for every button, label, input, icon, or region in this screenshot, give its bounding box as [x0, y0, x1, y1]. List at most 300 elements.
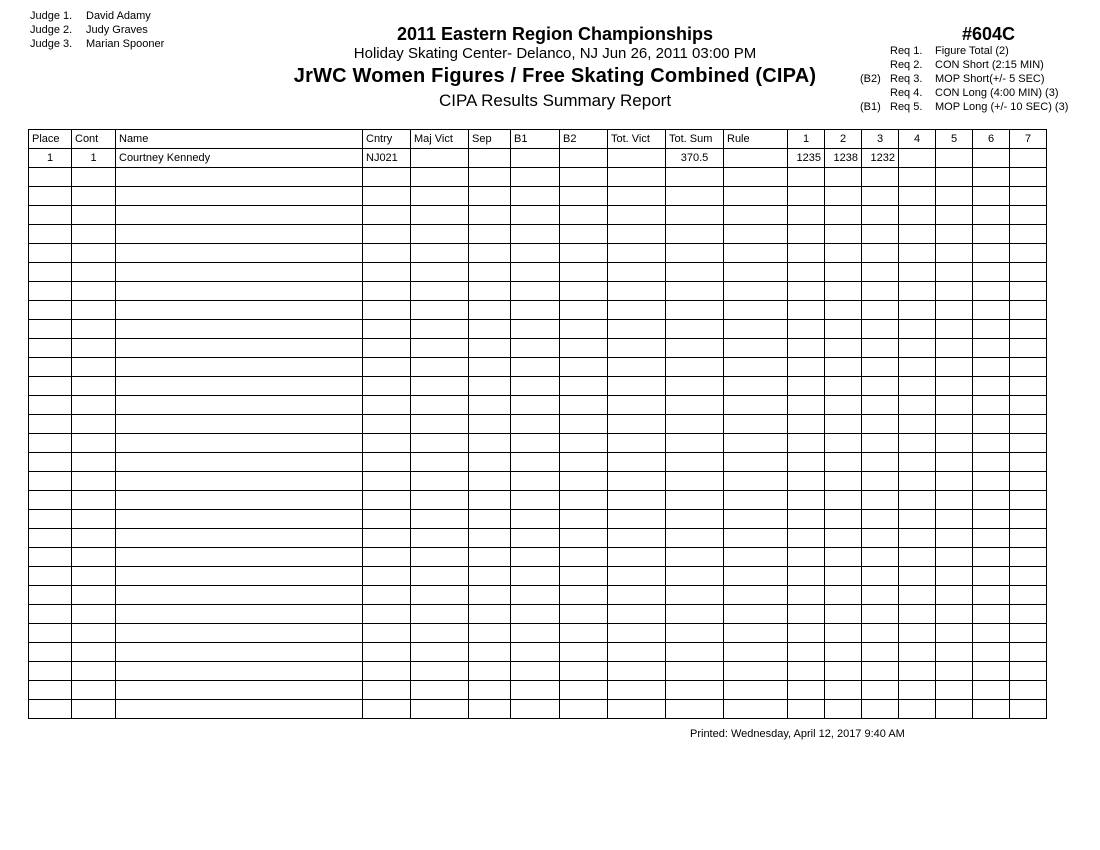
table-cell-empty: [666, 225, 724, 244]
table-row-empty: [29, 358, 1047, 377]
table-cell-empty: [511, 605, 560, 624]
table-cell-empty: [469, 358, 511, 377]
table-cell-empty: [116, 168, 363, 187]
table-cell-empty: [411, 396, 469, 415]
table-cell-empty: [862, 529, 899, 548]
table-cell-empty: [899, 206, 936, 225]
table-cell-empty: [511, 548, 560, 567]
table-cell-empty: [608, 567, 666, 586]
table-row-empty: [29, 586, 1047, 605]
table-cell-empty: [973, 434, 1010, 453]
table-cell-empty: [363, 491, 411, 510]
table-cell-empty: [1010, 567, 1047, 586]
table-cell-empty: [363, 187, 411, 206]
table-row-empty: [29, 548, 1047, 567]
table-cell-empty: [666, 510, 724, 529]
table-cell-empty: [825, 624, 862, 643]
table-cell-empty: [724, 320, 788, 339]
table-cell-empty: [608, 301, 666, 320]
table-cell-empty: [363, 700, 411, 719]
table-cell-empty: [363, 681, 411, 700]
table-cell-empty: [973, 396, 1010, 415]
table-cell-empty: [936, 681, 973, 700]
col-header-judge-2: 2: [825, 130, 862, 149]
table-cell-empty: [411, 225, 469, 244]
table-cell-empty: [666, 396, 724, 415]
table-cell-empty: [666, 643, 724, 662]
table-cell-empty: [724, 529, 788, 548]
judge-3: Judge 3. Marian Spooner: [30, 38, 165, 50]
table-cell-empty: [411, 301, 469, 320]
table-cell-empty: [116, 377, 363, 396]
table-cell-empty: [72, 548, 116, 567]
table-cell-empty: [363, 567, 411, 586]
venue-date: Holiday Skating Center- Delanco, NJ Jun 26, 2011 03:00 PM: [353, 45, 757, 62]
table-cell-empty: [469, 662, 511, 681]
judge-1: Judge 1. David Adamy: [30, 10, 151, 22]
col-header-judge-4: 4: [899, 130, 936, 149]
table-cell-empty: [29, 510, 72, 529]
table-cell-empty: [666, 624, 724, 643]
table-cell-empty: [116, 586, 363, 605]
col-header-judge-1: 1: [788, 130, 825, 149]
table-cell-empty: [116, 605, 363, 624]
table-cell-empty: [511, 434, 560, 453]
table-cell-empty: [363, 320, 411, 339]
table-cell-empty: [788, 605, 825, 624]
table-cell-empty: [411, 510, 469, 529]
table-cell-empty: [666, 681, 724, 700]
table-cell-empty: [862, 358, 899, 377]
table-cell-empty: [788, 263, 825, 282]
table-cell-empty: [666, 434, 724, 453]
table-cell-empty: [411, 187, 469, 206]
requirement-1: Req 1. Figure Total (2): [890, 45, 1009, 57]
table-cell-empty: [1010, 662, 1047, 681]
table-cell-empty: [511, 491, 560, 510]
table-cell-empty: [899, 282, 936, 301]
table-cell-empty: [363, 263, 411, 282]
table-cell-empty: [724, 681, 788, 700]
table-row-empty: [29, 225, 1047, 244]
table-cell-empty: [666, 358, 724, 377]
table-cell-empty: [116, 700, 363, 719]
table-cell-empty: [29, 548, 72, 567]
table-cell-empty: [560, 206, 608, 225]
table-row-empty: [29, 472, 1047, 491]
table-cell-empty: [608, 415, 666, 434]
table-cell-empty: [363, 624, 411, 643]
table-cell-empty: [411, 358, 469, 377]
table-cell-empty: [666, 605, 724, 624]
requirement-4: Req 4. CON Long (4:00 MIN) (3): [890, 87, 1059, 99]
table-cell-empty: [724, 415, 788, 434]
table-cell-empty: [862, 453, 899, 472]
table-cell-empty: [936, 396, 973, 415]
table-cell-empty: [825, 434, 862, 453]
table-cell-empty: [788, 643, 825, 662]
table-cell-empty: [1010, 358, 1047, 377]
col-header-name: Name: [116, 130, 363, 149]
table-cell-empty: [1010, 263, 1047, 282]
table-cell-empty: [116, 567, 363, 586]
table-cell-empty: [511, 643, 560, 662]
table-cell-empty: [116, 396, 363, 415]
table-cell-empty: [560, 282, 608, 301]
table-cell-empty: [72, 187, 116, 206]
table-cell-empty: [825, 168, 862, 187]
table-row-empty: [29, 244, 1047, 263]
table-cell-empty: [973, 377, 1010, 396]
col-header-judge-5: 5: [936, 130, 973, 149]
table-cell-empty: [469, 453, 511, 472]
table-row-empty: [29, 681, 1047, 700]
table-cell-empty: [899, 700, 936, 719]
table-row-empty: [29, 453, 1047, 472]
table-cell-empty: [29, 415, 72, 434]
table-cell-empty: [411, 624, 469, 643]
table-row-empty: [29, 491, 1047, 510]
table-cell-empty: [788, 396, 825, 415]
cell-judge-6: [973, 149, 1010, 168]
table-cell-empty: [29, 358, 72, 377]
table-cell-empty: [666, 453, 724, 472]
table-cell-empty: [825, 225, 862, 244]
col-header-judge-7: 7: [1010, 130, 1047, 149]
table-cell-empty: [899, 225, 936, 244]
table-cell-empty: [724, 396, 788, 415]
table-cell-empty: [608, 624, 666, 643]
table-row-empty: [29, 662, 1047, 681]
table-cell-empty: [666, 662, 724, 681]
table-cell-empty: [29, 282, 72, 301]
table-cell-empty: [511, 206, 560, 225]
table-cell-empty: [608, 358, 666, 377]
table-cell-empty: [469, 396, 511, 415]
table-cell-empty: [973, 662, 1010, 681]
table-cell-empty: [116, 244, 363, 263]
table-cell-empty: [724, 586, 788, 605]
results-table-body: [29, 149, 1047, 719]
table-cell-empty: [936, 605, 973, 624]
table-cell-empty: [899, 548, 936, 567]
table-row-empty: [29, 624, 1047, 643]
table-cell-empty: [511, 529, 560, 548]
table-cell-empty: [560, 586, 608, 605]
table-cell-empty: [666, 415, 724, 434]
table-row-empty: [29, 263, 1047, 282]
table-cell-empty: [560, 700, 608, 719]
judge-2: Judge 2. Judy Graves: [30, 24, 148, 36]
table-cell-empty: [411, 453, 469, 472]
table-cell-empty: [560, 225, 608, 244]
table-cell-empty: [29, 700, 72, 719]
table-cell-empty: [511, 396, 560, 415]
cell-judge-7: [1010, 149, 1047, 168]
table-cell-empty: [973, 320, 1010, 339]
table-cell-empty: [825, 472, 862, 491]
cell-cont: 1: [72, 149, 116, 168]
table-cell-empty: [936, 358, 973, 377]
table-cell-empty: [363, 358, 411, 377]
table-cell-empty: [862, 377, 899, 396]
table-cell-empty: [608, 453, 666, 472]
table-cell-empty: [936, 244, 973, 263]
col-header-cont: Cont: [72, 130, 116, 149]
table-cell-empty: [862, 244, 899, 263]
table-cell-empty: [363, 396, 411, 415]
table-row-empty: [29, 396, 1047, 415]
cell-place: 1: [29, 149, 72, 168]
table-cell-empty: [469, 434, 511, 453]
table-cell-empty: [666, 586, 724, 605]
table-cell-empty: [469, 339, 511, 358]
table-cell-empty: [363, 225, 411, 244]
table-cell-empty: [973, 491, 1010, 510]
table-cell-empty: [560, 168, 608, 187]
table-cell-empty: [788, 168, 825, 187]
table-cell-empty: [788, 681, 825, 700]
table-cell-empty: [724, 700, 788, 719]
table-cell-empty: [899, 586, 936, 605]
event-title: JrWC Women Figures / Free Skating Combined (CIPA): [293, 65, 817, 87]
table-cell-empty: [973, 700, 1010, 719]
table-cell-empty: [29, 662, 72, 681]
table-cell-empty: [511, 339, 560, 358]
cell-judge-1: 1235: [788, 149, 825, 168]
table-cell-empty: [72, 244, 116, 263]
table-cell-empty: [469, 586, 511, 605]
table-cell-empty: [560, 453, 608, 472]
table-cell-empty: [29, 643, 72, 662]
table-cell-empty: [973, 244, 1010, 263]
table-cell-empty: [666, 206, 724, 225]
table-cell-empty: [973, 643, 1010, 662]
table-cell-empty: [899, 339, 936, 358]
table-cell-empty: [469, 700, 511, 719]
table-cell-empty: [899, 263, 936, 282]
table-cell-empty: [608, 206, 666, 225]
table-cell-empty: [724, 187, 788, 206]
table-cell-empty: [29, 491, 72, 510]
table-cell-empty: [899, 168, 936, 187]
table-cell-empty: [469, 187, 511, 206]
table-cell-empty: [788, 491, 825, 510]
table-cell-empty: [899, 396, 936, 415]
table-cell-empty: [1010, 472, 1047, 491]
table-cell-empty: [936, 453, 973, 472]
cell-cntry: NJ021: [363, 149, 411, 168]
table-cell-empty: [608, 491, 666, 510]
table-cell-empty: [560, 434, 608, 453]
table-cell-empty: [469, 643, 511, 662]
table-cell-empty: [608, 529, 666, 548]
table-cell-empty: [788, 548, 825, 567]
judges-list: [30, 9, 164, 51]
table-cell-empty: [862, 339, 899, 358]
table-cell-empty: [936, 320, 973, 339]
table-cell-empty: [469, 377, 511, 396]
table-cell-empty: [411, 643, 469, 662]
table-cell-empty: [862, 662, 899, 681]
table-cell-empty: [411, 662, 469, 681]
table-row-empty: [29, 187, 1047, 206]
table-cell-empty: [72, 529, 116, 548]
table-cell-empty: [666, 168, 724, 187]
col-header-maj-vict: Maj Vict: [411, 130, 469, 149]
table-cell-empty: [936, 662, 973, 681]
table-cell-empty: [469, 168, 511, 187]
table-cell-empty: [666, 339, 724, 358]
table-cell-empty: [788, 206, 825, 225]
table-cell-empty: [862, 225, 899, 244]
table-cell-empty: [469, 472, 511, 491]
table-cell-empty: [1010, 453, 1047, 472]
cell-b1: [511, 149, 560, 168]
table-cell-empty: [511, 263, 560, 282]
table-cell-empty: [411, 434, 469, 453]
table-cell-empty: [973, 339, 1010, 358]
table-cell-empty: [936, 187, 973, 206]
table-cell-empty: [666, 301, 724, 320]
table-cell-empty: [788, 358, 825, 377]
table-cell-empty: [862, 187, 899, 206]
table-cell-empty: [825, 206, 862, 225]
table-cell-empty: [608, 605, 666, 624]
table-cell-empty: [608, 434, 666, 453]
table-cell-empty: [862, 567, 899, 586]
table-cell-empty: [825, 567, 862, 586]
table-cell-empty: [899, 643, 936, 662]
table-cell-empty: [560, 301, 608, 320]
table-cell-empty: [788, 700, 825, 719]
table-cell-empty: [116, 510, 363, 529]
table-cell-empty: [936, 415, 973, 434]
table-cell-empty: [936, 624, 973, 643]
table-cell-empty: [363, 510, 411, 529]
table-cell-empty: [899, 529, 936, 548]
table-cell-empty: [862, 700, 899, 719]
table-cell-empty: [862, 434, 899, 453]
table-cell-empty: [724, 225, 788, 244]
table-cell-empty: [666, 700, 724, 719]
table-cell-empty: [29, 187, 72, 206]
table-cell-empty: [899, 434, 936, 453]
table-cell-empty: [560, 472, 608, 491]
table-cell-empty: [788, 586, 825, 605]
cell-judge-4: [899, 149, 936, 168]
table-cell-empty: [899, 624, 936, 643]
table-cell-empty: [899, 605, 936, 624]
table-row-empty: [29, 377, 1047, 396]
table-cell-empty: [116, 358, 363, 377]
table-cell-empty: [411, 339, 469, 358]
requirement-2: Req 2. CON Short (2:15 MIN): [890, 59, 1044, 71]
table-cell-empty: [724, 510, 788, 529]
table-cell-empty: [560, 491, 608, 510]
table-cell-empty: [411, 491, 469, 510]
table-cell-empty: [973, 225, 1010, 244]
table-cell-empty: [936, 263, 973, 282]
table-cell-empty: [936, 434, 973, 453]
table-cell-empty: [1010, 244, 1047, 263]
table-cell-empty: [116, 339, 363, 358]
table-cell-empty: [1010, 396, 1047, 415]
table-cell-empty: [788, 434, 825, 453]
table-cell-empty: [825, 700, 862, 719]
table-cell-empty: [116, 624, 363, 643]
table-cell-empty: [411, 263, 469, 282]
table-cell-empty: [411, 567, 469, 586]
table-cell-empty: [788, 472, 825, 491]
table-cell-empty: [72, 339, 116, 358]
table-cell-empty: [72, 453, 116, 472]
table-cell-empty: [973, 301, 1010, 320]
table-cell-empty: [560, 244, 608, 263]
table-cell-empty: [511, 472, 560, 491]
table-cell-empty: [973, 548, 1010, 567]
table-cell-empty: [469, 548, 511, 567]
table-cell-empty: [973, 605, 1010, 624]
table-cell-empty: [724, 567, 788, 586]
table-cell-empty: [608, 187, 666, 206]
table-cell-empty: [469, 605, 511, 624]
table-cell-empty: [936, 529, 973, 548]
table-cell-empty: [724, 434, 788, 453]
table-cell-empty: [560, 681, 608, 700]
table-cell-empty: [788, 301, 825, 320]
table-cell-empty: [825, 358, 862, 377]
table-cell-empty: [1010, 301, 1047, 320]
table-cell-empty: [511, 510, 560, 529]
table-cell-empty: [411, 586, 469, 605]
table-cell-empty: [560, 510, 608, 529]
table-cell-empty: [411, 206, 469, 225]
table-cell-empty: [1010, 377, 1047, 396]
table-cell-empty: [469, 624, 511, 643]
table-cell-empty: [1010, 700, 1047, 719]
table-cell-empty: [724, 472, 788, 491]
col-header-judge-6: 6: [973, 130, 1010, 149]
table-cell-empty: [411, 377, 469, 396]
table-row-empty: [29, 320, 1047, 339]
table-cell-empty: [72, 168, 116, 187]
table-cell-empty: [825, 187, 862, 206]
requirement-5: (B1) Req 5. MOP Long (+/- 10 SEC) (3): [860, 101, 1069, 113]
table-cell-empty: [1010, 548, 1047, 567]
requirements-list: [860, 44, 1068, 114]
table-cell-empty: [116, 320, 363, 339]
table-cell-empty: [511, 453, 560, 472]
table-cell-empty: [825, 320, 862, 339]
table-row-empty: [29, 282, 1047, 301]
table-cell-empty: [411, 320, 469, 339]
table-cell-empty: [666, 244, 724, 263]
table-cell-empty: [72, 263, 116, 282]
table-cell-empty: [363, 643, 411, 662]
table-cell-empty: [1010, 510, 1047, 529]
table-cell-empty: [29, 301, 72, 320]
table-cell-empty: [608, 548, 666, 567]
col-header-sep: Sep: [469, 130, 511, 149]
table-cell-empty: [560, 396, 608, 415]
table-cell-empty: [862, 396, 899, 415]
table-cell-empty: [788, 187, 825, 206]
table-cell-empty: [511, 225, 560, 244]
table-cell-empty: [411, 415, 469, 434]
table-cell-empty: [936, 472, 973, 491]
table-cell-empty: [666, 320, 724, 339]
